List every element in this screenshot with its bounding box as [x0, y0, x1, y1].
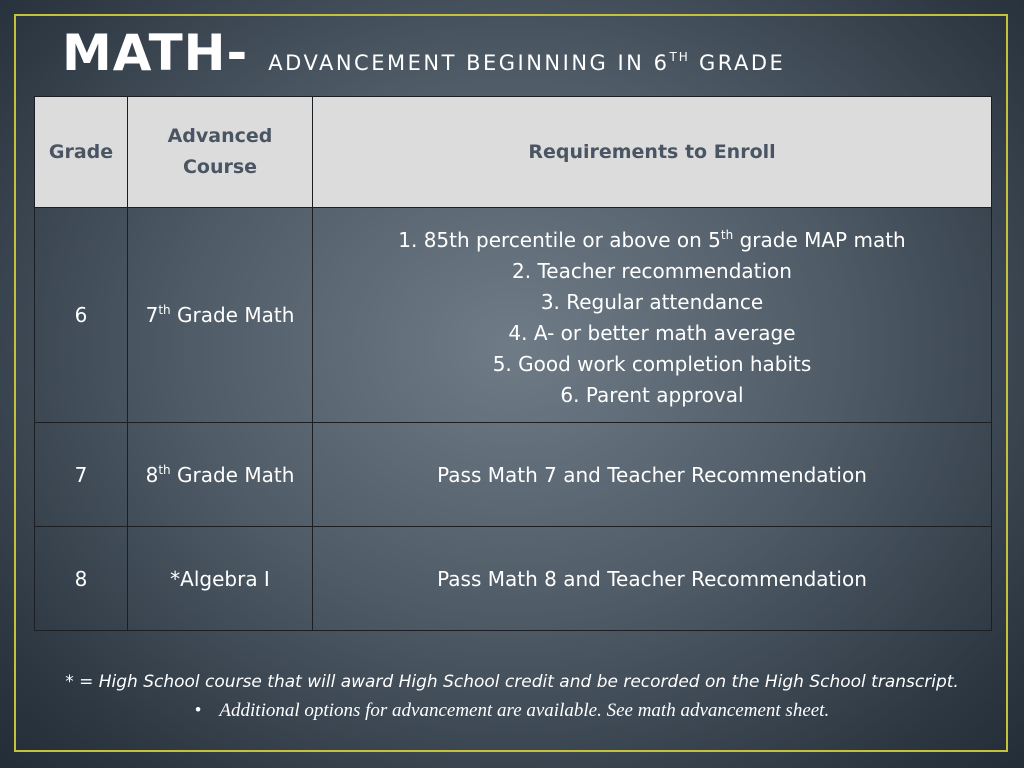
cell-course: *Algebra I — [128, 527, 313, 631]
table-header-row — [35, 97, 992, 208]
cell-course — [128, 423, 313, 527]
header-requirements: Requirements to Enroll — [313, 97, 992, 208]
requirement-item: 3. Regular attendance — [540, 289, 764, 314]
header-course-line1: Advanced — [167, 125, 273, 147]
footnote: * = High School course that will award High School credit and be recorded on the High School transcript. — [65, 672, 959, 692]
course-name: Grade Math — [170, 462, 295, 487]
advancement-table — [34, 96, 992, 631]
page-title — [62, 24, 785, 80]
bullet-note-text: Additional options for advancement are available. See math advancement sheet. — [219, 700, 830, 721]
requirement-text-end: grade MAP math — [733, 227, 906, 252]
cell-course — [128, 208, 313, 423]
table-row — [35, 208, 992, 423]
table-row — [35, 423, 992, 527]
course-superscript: th — [158, 462, 171, 477]
header-advanced-course — [128, 97, 313, 208]
cell-requirements — [313, 208, 992, 423]
course-superscript: th — [158, 303, 171, 317]
title-sub-text-end: GRADE — [689, 51, 786, 75]
requirement-item — [319, 220, 985, 256]
course-number: 8 — [145, 462, 159, 487]
cell-requirements: Pass Math 7 and Teacher Recommendation — [313, 423, 992, 527]
course-number: 7 — [145, 303, 159, 327]
header-course-line2: Course — [182, 156, 258, 178]
title-sub-text: ADVANCEMENT BEGINNING IN 6 — [268, 51, 670, 75]
cell-grade: 6 — [35, 208, 128, 423]
cell-requirements: Pass Math 8 and Teacher Recommendation — [313, 527, 992, 631]
title-subtitle — [268, 50, 785, 75]
cell-grade: 8 — [35, 527, 128, 631]
requirement-item: 4. A- or better math average — [508, 320, 796, 345]
header-grade: Grade — [35, 97, 128, 208]
cell-grade: 7 — [35, 423, 128, 527]
requirement-superscript: th — [720, 227, 734, 242]
course-name: Grade Math — [170, 303, 295, 327]
bullet-note — [0, 700, 1024, 722]
title-sub-superscript: TH — [669, 50, 690, 64]
title-main: MATH- — [62, 24, 249, 82]
table-row — [35, 527, 992, 631]
requirement-text: 1. 85th percentile or above on 5 — [398, 227, 721, 252]
requirement-item: 2. Teacher recommendation — [512, 258, 792, 283]
requirement-item: 6. Parent approval — [560, 382, 744, 407]
requirement-item: 5. Good work completion habits — [492, 351, 812, 376]
bullet-icon: • — [194, 700, 202, 721]
